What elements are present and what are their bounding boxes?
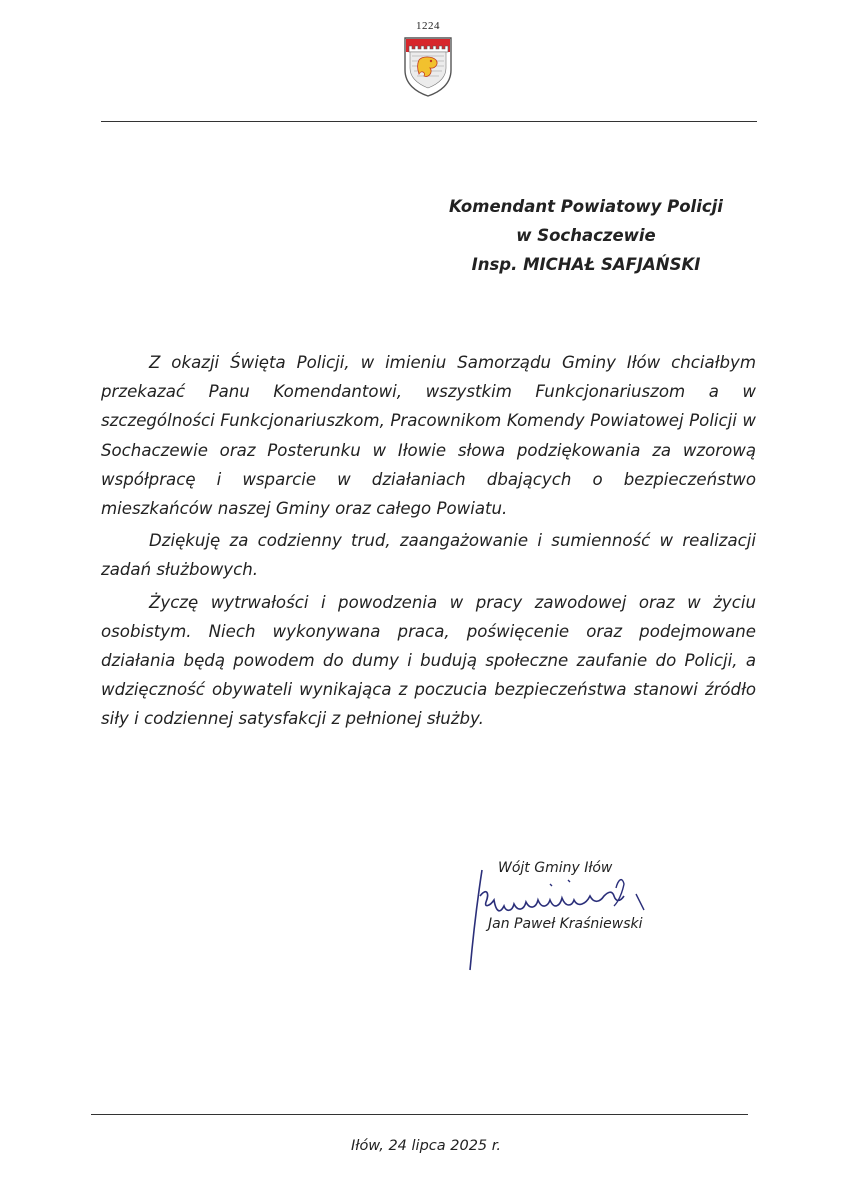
crest-year: 1224 [416, 20, 440, 32]
addressee-block [430, 192, 742, 279]
municipal-crest [398, 20, 458, 98]
letter-paragraph-1: Z okazji Święta Policji, w imieniu Samorządu Gminy Iłów chciałbym przekazać Panu Komendantowi, wszystkim Funkcjonariuszom a w szczególności Funkcjonariuszkom, Pracownikom Komendy Powiatowej Policji w Sochaczewie oraz Posterunku w Iłowie słowa podziękowania za wzorową współpracę i wsparcie w działaniach dbających o bezpieczeństwo mieszkańców naszej Gminy oraz całego Powiatu. [101, 353, 756, 519]
letter-body [101, 348, 756, 734]
signature-name: Jan Paweł Kraśniewski [488, 916, 643, 932]
letter-paragraph-2: Dziękuję za codzienny trud, zaangażowanie i sumienność w realizacji zadań służbowych. [101, 531, 756, 580]
coat-of-arms-icon [402, 34, 454, 98]
addressee-name: Insp. MICHAŁ SAFJAŃSKI [471, 255, 701, 274]
signature-title: Wójt Gminy Iłów [498, 860, 613, 876]
addressee-title: Komendant Powiatowy Policji [449, 197, 723, 216]
footer-divider [91, 1114, 748, 1115]
letter-paragraph-3: Życzę wytrwałości i powodzenia w pracy zawodowej oraz w życiu osobistym. Niech wykonywana praca, poświęcenie oraz podejmowane działania będą powodem do dumy i budują społeczne zaufanie do Policji, a wdzięczność obywateli wynikająca z poczucia bezpieczeństwa stanowi źródło siły i codziennej satysfakcji z pełnionej służby. [101, 592, 756, 729]
addressee-location: w Sochaczewie [516, 226, 656, 245]
place-and-date: Iłów, 24 lipca 2025 r. [351, 1138, 501, 1154]
header-divider [101, 121, 757, 122]
